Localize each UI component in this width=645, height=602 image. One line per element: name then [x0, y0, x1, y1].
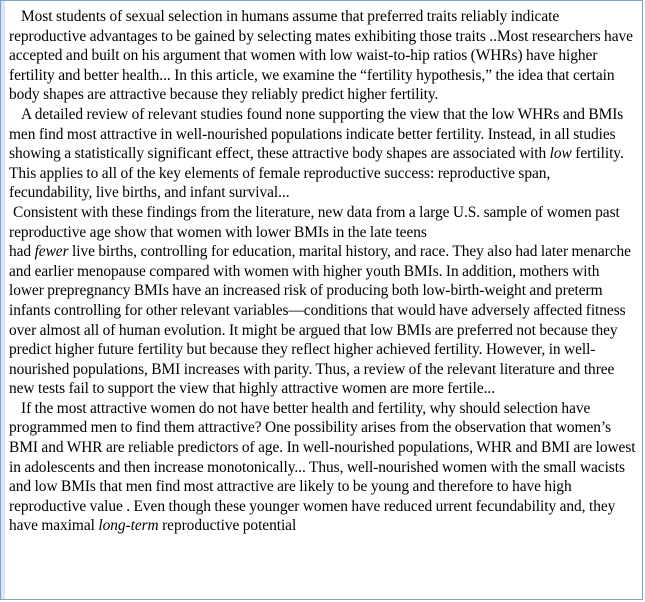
- emphasized-word: low: [549, 145, 572, 163]
- paragraph-text: A detailed review of relevant studies found none supporting the view that the low WHRs and BMIs men find most attractive in well-nourished populations indicate better fertility. Instead, in all studies showing a statistically significant effect, these attractive body shapes are associated with: [9, 105, 624, 163]
- paragraph-text: live births, controlling for education, marital history, and race. They also had later menarche and earlier menopause compared with women with higher youth BMIs. In addition, mothers with lower prepregnancy BMIs have an increased risk of producing both low-birth-weight and preterm infants controlling for other relevant variables—conditions that would have adversely affected fitness over almost all of human evolution. It might be argued that low BMIs are preferred not because they predict higher future fertility but because they reflect higher achieved fertility. However, in well-nourished populations, BMI increases with parity. Thus, a review of the relevant literature and three new tests fail to support the view that highly attractive women are more fertile...: [9, 243, 631, 398]
- paragraph-text: fertility. This applies to all of the key elements of female reproductive success: reproductive span, fecundability, live births, and infant survival...: [9, 145, 624, 202]
- paragraph-text: If the most attractive women do not have better health and fertility, why should selection have programmed men to find them attractive? One possibility arises from the observation that women’s BMI and WHR are reliable predictors of age. In well-nourished populations, WHR and BMI are lowest in adolescents and then increase monotonically... Thus, well-nourished women with the small wacists and low BMIs that men find most attractive are likely to be young and therefore to have high reproductive value . Even though these younger women have reduced urrent fecundability and, they have maximal: [9, 399, 636, 535]
- paragraph-text: Consistent with these findings from the literature, new data from a large U.S. sample of women past reproductive age show that women with lower BMIs in the late teens: [9, 203, 620, 241]
- emphasized-word: fewer: [34, 243, 69, 261]
- paragraph-text: Most students of sexual selection in humans assume that preferred traits reliably indicate reproductive advantages to be gained by selecting mates exhibiting those traits ..Most researchers have accepted and built on his argument that women with low waist-to-hip ratios (WHRs) have higher fertility and better health... In this article, we examine the “fertility hypothesis,” the idea that certain body shapes are attractive because they reliably predict higher fertility.: [9, 8, 633, 104]
- emphasized-word: long-term: [98, 517, 159, 535]
- paragraph-review-of-studies: [9, 105, 636, 203]
- paragraph-new-data: [9, 203, 636, 242]
- paragraph-live-births: [9, 242, 636, 399]
- document-body: [9, 7, 636, 536]
- paragraph-text: reproductive potential: [158, 517, 297, 535]
- paragraph-fertility-hypothesis: [9, 7, 636, 105]
- paragraph-youth-hypothesis: [9, 399, 636, 536]
- paragraph-text: had: [9, 243, 35, 261]
